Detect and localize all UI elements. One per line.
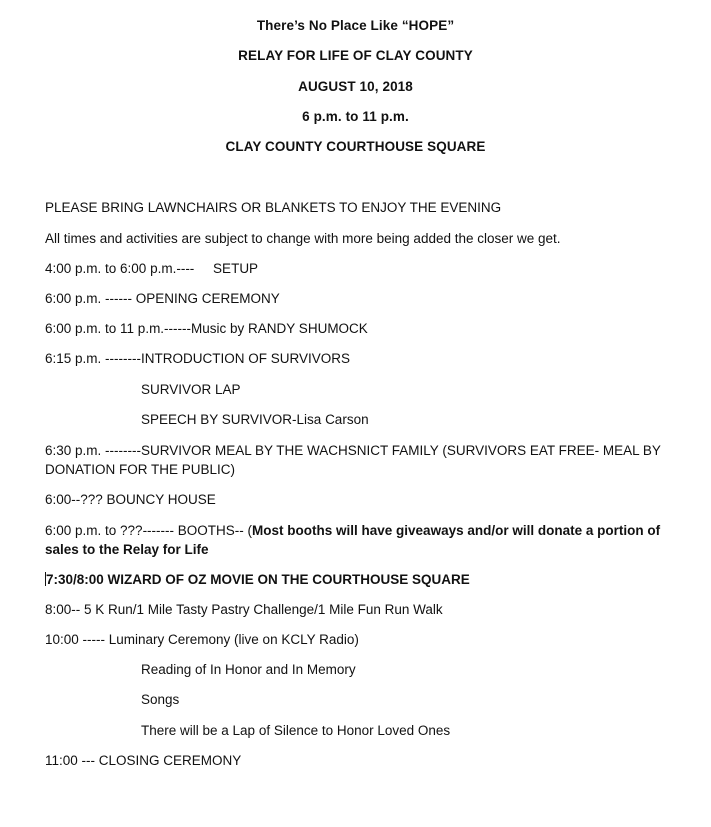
schedule-meal: 6:30 p.m. --------SURVIVOR MEAL BY THE WACHSNICT FAMILY (SURVIVORS EAT FREE- MEAL BY DONATION FOR THE PUBLIC) — [45, 443, 661, 477]
booths-prefix: 6:00 p.m. to ???------- BOOTHS-- ( — [45, 523, 253, 538]
bring-note: PLEASE BRING LAWNCHAIRS OR BLANKETS TO ENJOY THE EVENING — [45, 200, 502, 215]
schedule-songs: Songs — [141, 692, 180, 707]
schedule-music: 6:00 p.m. to 11 p.m.------Music by RANDY SHUMOCK — [45, 321, 368, 336]
event-location: CLAY COUNTY COURTHOUSE SQUARE — [225, 139, 486, 154]
schedule-closing: 11:00 --- CLOSING CEREMONY — [45, 753, 242, 768]
schedule-movie: 7:30/8:00 WIZARD OF OZ MOVIE ON THE COURTHOUSE SQUARE — [46, 572, 470, 587]
schedule-silence: There will be a Lap of Silence to Honor Loved Ones — [141, 723, 451, 738]
schedule-reading: Reading of In Honor and In Memory — [141, 662, 356, 677]
schedule-setup: 4:00 p.m. to 6:00 p.m.---- SETUP — [45, 261, 259, 276]
schedule-booths — [45, 521, 675, 559]
schedule-intro: 6:15 p.m. --------INTRODUCTION OF SURVIVORS — [45, 351, 351, 366]
schedule-survivor-lap: SURVIVOR LAP — [141, 382, 241, 397]
schedule-speech: SPEECH BY SURVIVOR-Lisa Carson — [141, 412, 369, 427]
event-date: AUGUST 10, 2018 — [298, 79, 413, 94]
booths-note: Most booths will have giveaways and/or will donate a portion of sales to the Relay for Life — [45, 523, 661, 557]
event-time: 6 p.m. to 11 p.m. — [302, 109, 409, 124]
disclaimer-note: All times and activities are subject to change with more being added the closer we get. — [45, 231, 561, 246]
schedule-luminary: 10:00 ----- Luminary Ceremony (live on KCLY Radio) — [45, 632, 359, 647]
schedule-bouncy: 6:00--??? BOUNCY HOUSE — [45, 492, 216, 507]
schedule-run: 8:00-- 5 K Run/1 Mile Tasty Pastry Challenge/1 Mile Fun Run Walk — [45, 602, 443, 617]
event-name: RELAY FOR LIFE OF CLAY COUNTY — [238, 48, 473, 63]
document-title: There’s No Place Like “HOPE” — [256, 18, 455, 33]
schedule-opening: 6:00 p.m. ------ OPENING CEREMONY — [45, 291, 280, 306]
schedule-movie-row — [45, 570, 685, 589]
